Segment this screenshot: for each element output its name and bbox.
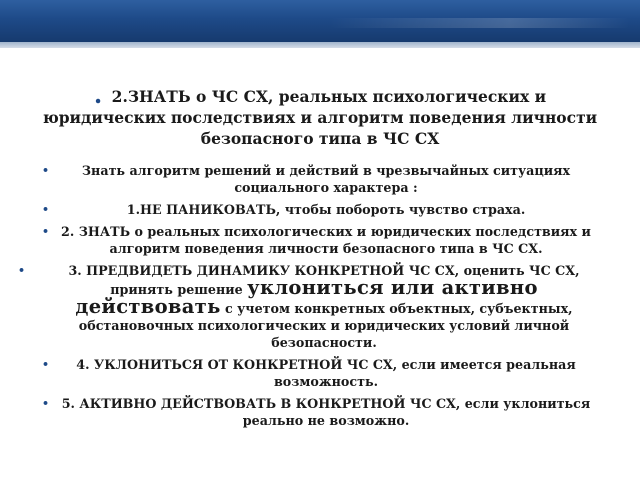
list-item-text: 2. ЗНАТЬ о реальных психологических и юридических последствиях и алгоритм поведения личности безопасного типа в ЧС СХ. [61,224,591,256]
title-marker: . [93,80,103,109]
list-item-text: 1.НЕ ПАНИКОВАТЬ, чтобы побороть чувство страха. [126,202,526,217]
bullet-icon: • [42,358,50,371]
bullet-icon: • [42,225,50,238]
bullet-icon: • [42,397,50,410]
bullet-list [18,162,600,434]
list-item-emphasis: уклониться или активно действовать [75,276,538,318]
list-item [40,356,600,390]
list-item-text: 4. УКЛОНИТЬСЯ ОТ КОНКРЕТНОЙ ЧС СХ, если имеется реальная возможность. [76,357,576,389]
list-item-text: 5. АКТИВНО ДЕЙСТВОВАТЬ В КОНКРЕТНОЙ ЧС СХ, если уклониться реально не возможно. [61,396,591,428]
bullet-icon: • [18,264,26,277]
bullet-icon: • [42,164,50,177]
slide-title-text: 2.ЗНАТЬ о ЧС СХ, реальных психологических и юридических последствиях и алгоритм поведения личности безопасного типа в ЧС СХ [42,87,598,148]
list-item [40,395,600,429]
list-item-text: 3. ПРЕДВИДЕТЬ ДИНАМИКУ КОНКРЕТНОЙ ЧС СХ, оценить ЧС СХ, принять решение [68,263,580,297]
list-item-text-continued: с учетом конкретных объектных, субъектных, обстановочных психологических и юридических условий личной безопасности. [78,301,573,350]
list-item [40,201,600,218]
list-item [40,223,600,257]
slide-title [40,80,600,149]
header-banner-gloss [330,18,630,28]
list-item-text: Знать алгоритм решений и действий в чрезвычайных ситуациях социального характера : [81,163,571,195]
list-item [40,162,600,196]
bullet-icon: • [42,203,50,216]
header-banner-stripe [0,42,640,48]
list-item [18,262,600,351]
